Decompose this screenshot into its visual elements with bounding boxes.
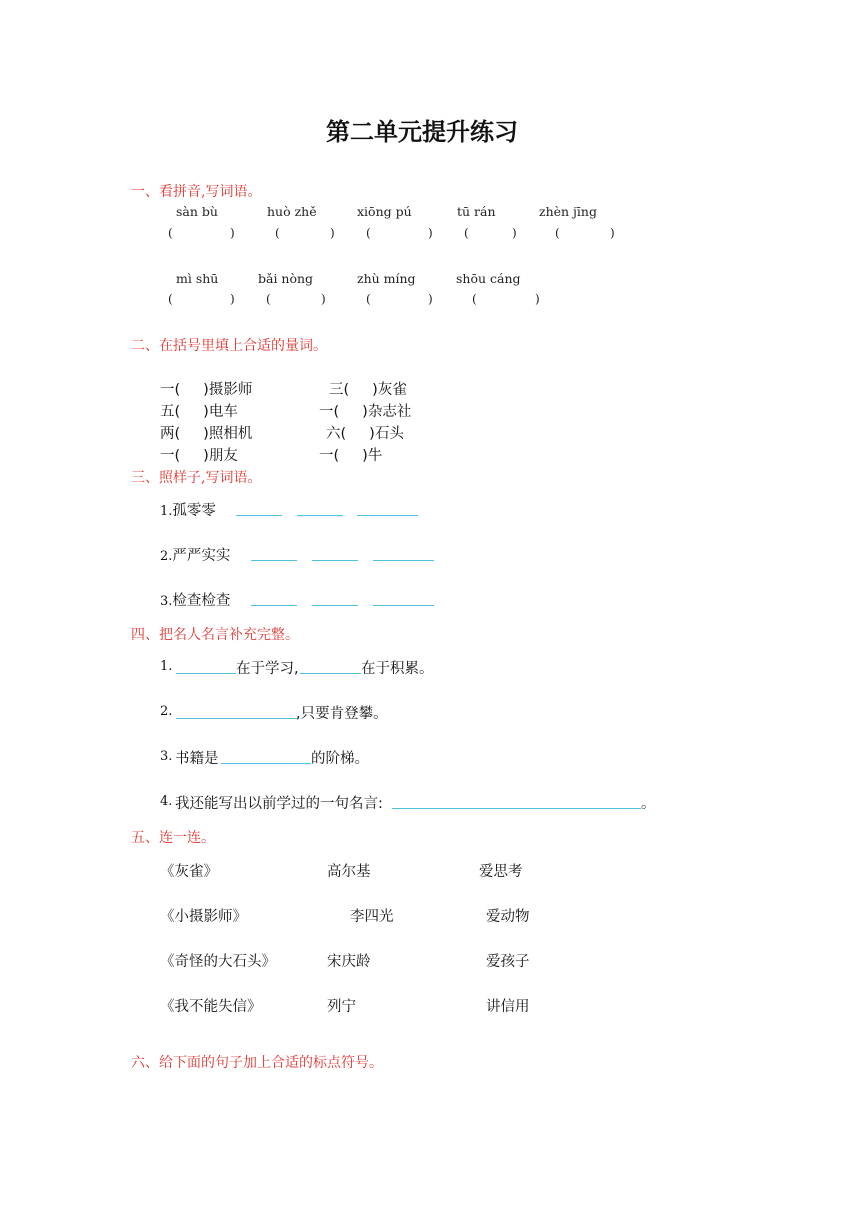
example-item: 3.检查检查 [160, 593, 231, 609]
answer-paren-close: ) [428, 292, 433, 306]
pinyin-item: shōu cáng [456, 271, 521, 286]
answer-line [300, 673, 361, 674]
book-title: 《我不能失信》 [160, 999, 262, 1015]
answer-line [236, 515, 282, 516]
answer-line [251, 560, 297, 561]
quote-text: 的阶梯。 [311, 751, 369, 767]
answer-paren-open: ( [472, 292, 477, 306]
quote-number: 2. [160, 704, 173, 719]
person-name: 列宁 [327, 999, 356, 1015]
book-title: 《灰雀》 [160, 864, 218, 880]
section-6-heading: 六、给下面的句子加上合适的标点符号。 [131, 1055, 383, 1071]
answer-paren-open: ( [366, 226, 371, 240]
measure-word-item: 三( )灰雀 [329, 382, 407, 398]
answer-paren-close: ) [610, 226, 615, 240]
book-title: 《奇怪的大石头》 [160, 954, 276, 970]
answer-line [176, 673, 236, 674]
trait: 爱孩子 [486, 954, 530, 970]
trait: 爱思考 [479, 864, 523, 880]
answer-paren-open: ( [555, 226, 560, 240]
answer-paren-close: ) [428, 226, 433, 240]
answer-line [221, 763, 311, 764]
pinyin-item: xiōng pú [357, 204, 412, 219]
quote-text: 。 [641, 796, 656, 812]
person-name: 高尔基 [327, 864, 371, 880]
section-2-heading: 二、在括号里填上合适的量词。 [131, 338, 327, 354]
answer-paren-close: ) [535, 292, 540, 306]
answer-line [357, 515, 418, 516]
answer-line [373, 605, 434, 606]
quote-text: 书籍是 [175, 751, 219, 767]
trait: 讲信用 [486, 999, 530, 1015]
answer-paren-close: ) [512, 226, 517, 240]
pinyin-item: zhù míng [357, 271, 416, 286]
section-1-heading: 一、看拼音,写词语。 [131, 184, 262, 200]
answer-paren-close: ) [230, 226, 235, 240]
pinyin-item: tū rán [457, 204, 496, 219]
answer-line [312, 605, 358, 606]
section-5-heading: 五、连一连。 [131, 830, 215, 846]
answer-paren-open: ( [275, 226, 280, 240]
measure-word-item: 六( )石头 [326, 426, 404, 442]
quote-text: ,只要肯登攀。 [296, 706, 388, 722]
answer-line [392, 808, 641, 809]
measure-word-item: 五( )电车 [160, 404, 238, 420]
answer-line [312, 560, 358, 561]
answer-paren-open: ( [366, 292, 371, 306]
trait: 爱动物 [486, 909, 530, 925]
answer-paren-close: ) [330, 226, 335, 240]
quote-text: 我还能写出以前学过的一句名言: [175, 796, 383, 812]
quote-text: 在于积累。 [361, 661, 434, 677]
pinyin-item: sàn bù [176, 204, 218, 219]
page-title: 第二单元提升练习 [326, 117, 518, 146]
example-item: 2.严严实实 [160, 548, 231, 564]
quote-number: 3. [160, 749, 173, 764]
measure-word-item: 一( )牛 [319, 448, 383, 464]
pinyin-item: zhèn jīng [539, 204, 597, 219]
person-name: 李四光 [350, 909, 394, 925]
measure-word-item: 两( )照相机 [160, 426, 253, 442]
pinyin-item: bǎi nòng [258, 271, 314, 286]
person-name: 宋庆龄 [327, 954, 371, 970]
answer-paren-close: ) [230, 292, 235, 306]
answer-paren-open: ( [464, 226, 469, 240]
quote-number: 1. [160, 659, 173, 674]
quote-text: 在于学习, [236, 661, 299, 677]
answer-paren-close: ) [321, 292, 326, 306]
answer-line [251, 605, 297, 606]
book-title: 《小摄影师》 [160, 909, 247, 925]
answer-paren-open: ( [168, 226, 173, 240]
section-3-heading: 三、照样子,写词语。 [131, 470, 262, 486]
answer-line [176, 718, 297, 719]
answer-line [373, 560, 434, 561]
pinyin-item: mì shū [176, 271, 219, 286]
section-4-heading: 四、把名人名言补充完整。 [131, 627, 299, 643]
measure-word-item: 一( )摄影师 [160, 382, 253, 398]
measure-word-item: 一( )杂志社 [319, 404, 412, 420]
answer-paren-open: ( [266, 292, 271, 306]
quote-number: 4. [160, 794, 173, 809]
measure-word-item: 一( )朋友 [160, 448, 238, 464]
pinyin-item: huò zhě [267, 204, 317, 219]
answer-paren-open: ( [168, 292, 173, 306]
answer-line [297, 515, 343, 516]
example-item: 1.孤零零 [160, 503, 216, 519]
